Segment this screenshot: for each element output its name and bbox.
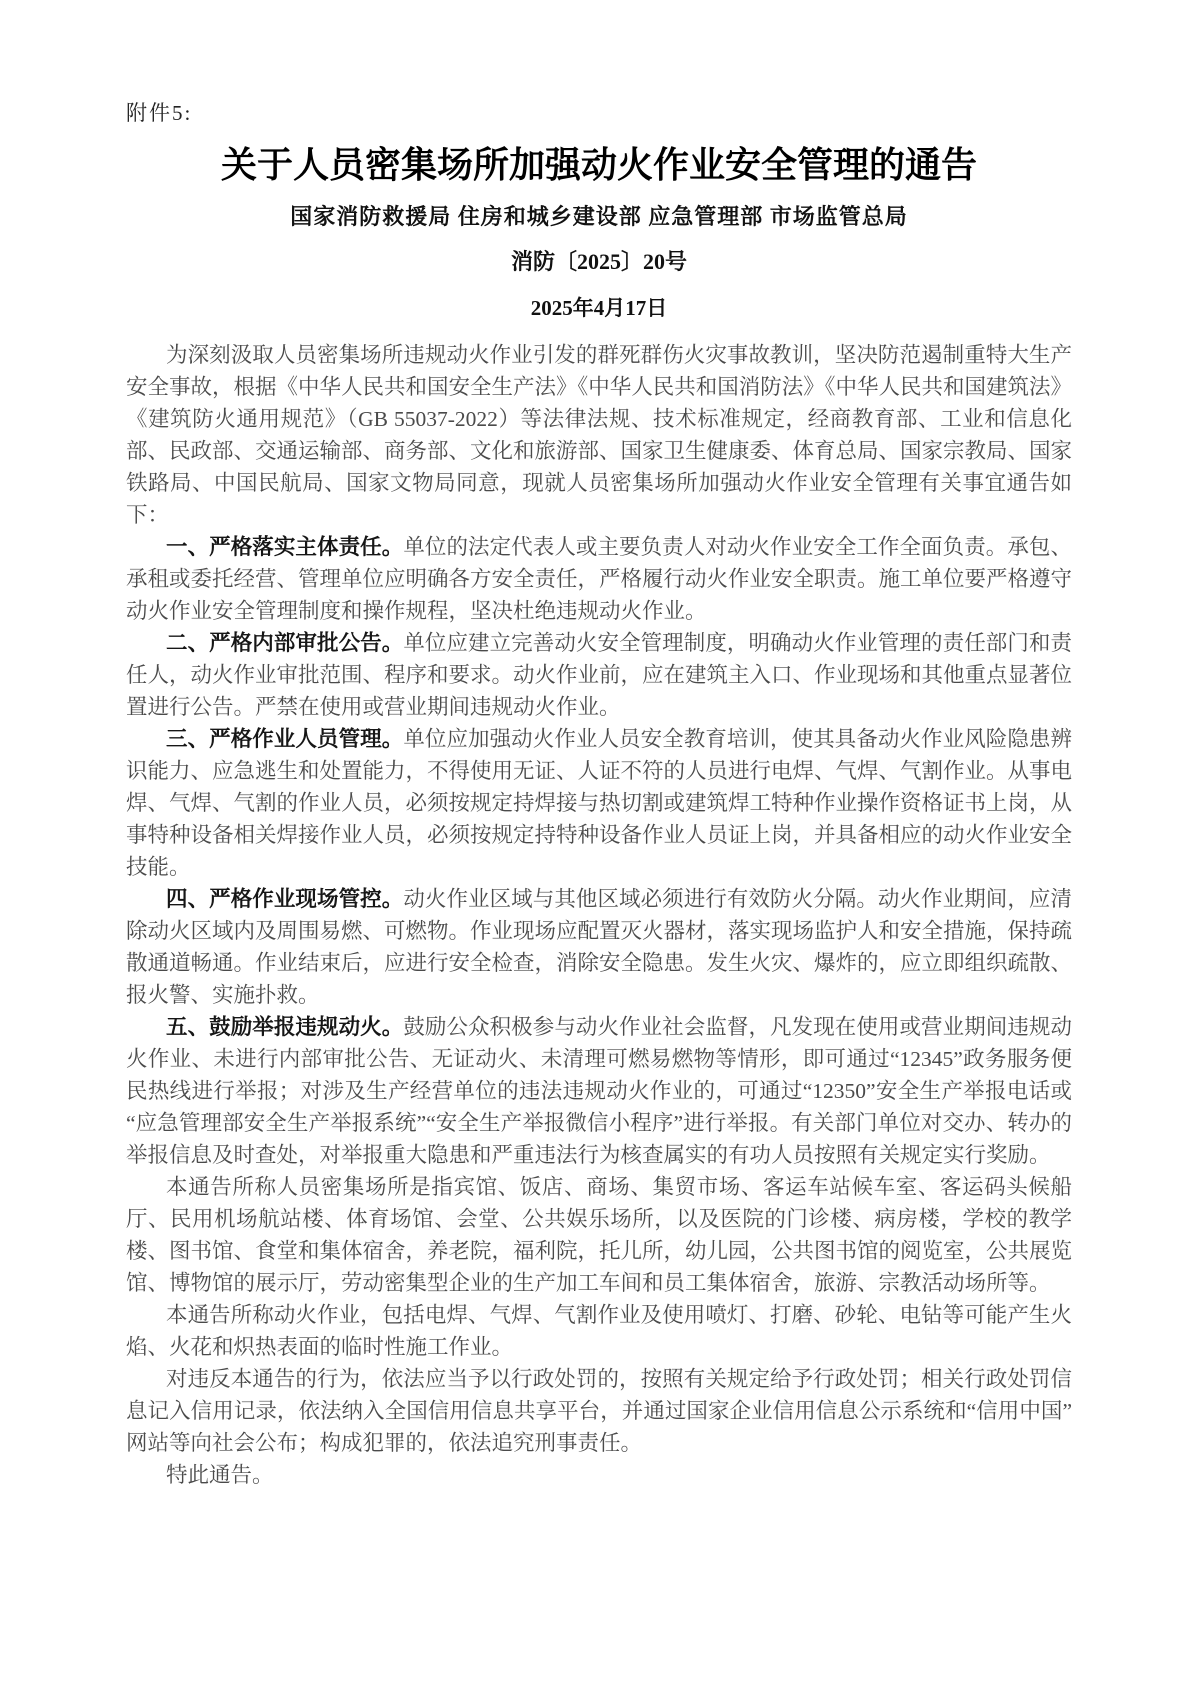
section-lead: 五、鼓励举报违规动火。 <box>166 1015 404 1039</box>
section-lead: 二、严格内部审批公告。 <box>166 631 404 655</box>
section-lead: 四、严格作业现场管控。 <box>166 887 404 911</box>
paragraph-section-2 <box>126 627 1072 723</box>
document-number: 消防〔2025〕20号 <box>510 249 687 274</box>
document-date: 2025年4月17日 <box>530 296 668 320</box>
paragraph-section-5 <box>126 1011 1072 1171</box>
paragraph-section-4 <box>126 883 1072 1011</box>
paragraph-text: 动火作业区域与其他区域必须进行有效防火分隔。动火作业期间，应清除动火区域内及周围易燃、可燃物。作业现场应配置灭火器材，落实现场监护人和安全措施，保持疏散通道畅通。作业结束后，应进行安全检查，消除安全隐患。发生火灾、爆炸的，应立即组织疏散、报火警、实施扑救。 <box>126 887 1073 1007</box>
paragraph-definition-places <box>126 1171 1072 1299</box>
paragraph-text: 特此通告。 <box>166 1463 274 1487</box>
paragraph-text: 单位应加强动火作业人员安全教育培训，使其具备动火作业风险隐患辨识能力、应急逃生和处置能力，不得使用无证、人证不符的人员进行电焊、气焊、气割作业。从事电焊、气焊、气割的作业人员，必须按规定持焊接与热切割或建筑焊工特种作业操作资格证书上岗，从事特种设备相关焊接作业人员，必须按规定持特种设备作业人员证上岗，并具备相应的动火作业安全技能。 <box>126 727 1073 879</box>
section-lead: 三、严格作业人员管理。 <box>166 727 404 751</box>
attachment-label: 附件5: <box>126 101 193 125</box>
paragraph-text: 单位应建立完善动火安全管理制度，明确动火作业管理的责任部门和责任人，动火作业审批范围、程序和要求。动火作业前，应在建筑主入口、作业现场和其他重点显著位置进行公告。严禁在使用或营业期间违规动火作业。 <box>126 631 1073 719</box>
issuing-agencies: 国家消防救援局 住房和城乡建设部 应急管理部 市场监管总局 <box>290 204 908 229</box>
paragraph-text: 本通告所称动火作业，包括电焊、气焊、气割作业及使用喷灯、打磨、砂轮、电钻等可能产生火焰、火花和炽热表面的临时性施工作业。 <box>126 1303 1072 1359</box>
paragraph-text: 单位的法定代表人或主要负责人对动火作业安全工作全面负责。承包、承租或委托经营、管理单位应明确各方安全责任，严格履行动火作业安全职责。施工单位要严格遵守动火作业安全管理制度和操作规程，坚决杜绝违规动火作业。 <box>126 535 1073 623</box>
document-title: 关于人员密集场所加强动火作业安全管理的通告 <box>220 144 977 185</box>
paragraph-penalties <box>126 1363 1072 1459</box>
paragraph-text: 鼓励公众积极参与动火作业社会监督，凡发现在使用或营业期间违规动火作业、未进行内部审批公告、无证动火、未清理可燃易燃物等情形，即可通过“12345”政务服务便民热线进行举报；对涉及生产经营单位的违法违规动火作业的，可通过“12350”安全生产举报电话或“应急管理部安全生产举报系统”“安全生产举报微信小程序”进行举报。有关部门单位对交办、转办的举报信息及时查处，对举报重大隐患和严重违法行为核查属实的有功人员按照有关规定实行奖励。 <box>126 1015 1072 1167</box>
paragraph-intro <box>126 339 1072 531</box>
paragraph-text: 为深刻汲取人员密集场所违规动火作业引发的群死群伤火灾事故教训，坚决防范遏制重特大生产安全事故，根据《中华人民共和国安全生产法》《中华人民共和国消防法》《中华人民共和国建筑法》《建筑防火通用规范》（GB 55037-2022）等法律法规、技术标准规定，经商教育部、工业和信息化部、民政部、交通运输部、商务部、文化和旅游部、国家卫生健康委、体育总局、国家宗教局、国家铁路局、中国民航局、国家文物局同意，现就人员密集场所加强动火作业安全管理有关事宜通告如下： <box>126 343 1073 527</box>
paragraph-section-1 <box>126 531 1072 627</box>
paragraph-definition-hotwork <box>126 1299 1072 1363</box>
paragraph-text: 本通告所称人员密集场所是指宾馆、饭店、商场、集贸市场、客运车站候车室、客运码头候船厅、民用机场航站楼、体育场馆、会堂、公共娱乐场所，以及医院的门诊楼、病房楼，学校的教学楼、图书馆、食堂和集体宿舍，养老院，福利院，托儿所，幼儿园，公共图书馆的阅览室，公共展览馆、博物馆的展示厅，劳动密集型企业的生产加工车间和员工集体宿舍，旅游、宗教活动场所等。 <box>126 1175 1073 1295</box>
paragraph-closing <box>126 1459 1072 1491</box>
section-lead: 一、严格落实主体责任。 <box>166 535 404 559</box>
paragraph-section-3 <box>126 723 1072 883</box>
paragraph-text: 对违反本通告的行为，依法应当予以行政处罚的，按照有关规定给予行政处罚；相关行政处罚信息记入信用记录，依法纳入全国信用信息共享平台，并通过国家企业信用信息公示系统和“信用中国”网站等向社会公布；构成犯罪的，依法追究刑事责任。 <box>126 1367 1072 1455</box>
document-body <box>126 339 1072 1491</box>
